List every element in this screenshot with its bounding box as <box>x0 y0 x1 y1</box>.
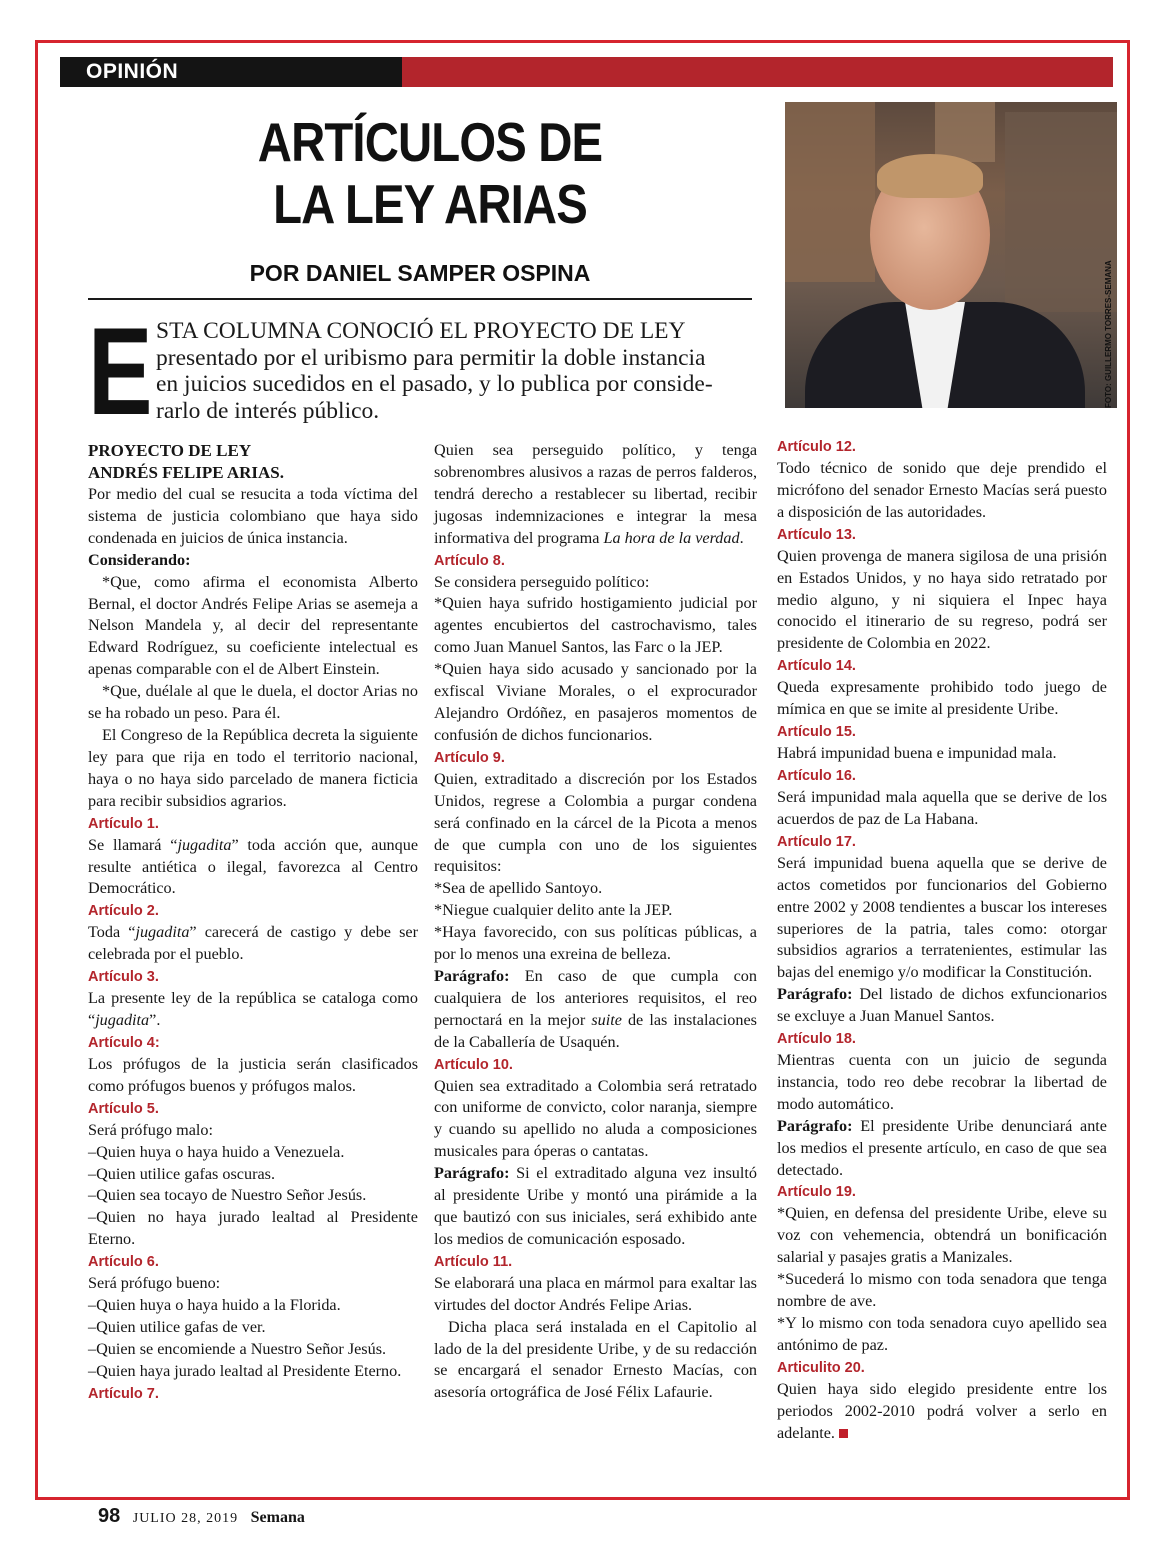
article-20-text <box>777 1379 1107 1445</box>
article-13-label: Artículo 13. <box>777 526 856 543</box>
text-run: suite <box>591 1010 622 1029</box>
article-14-text: Queda expresamente prohibido todo juego de mímica en que se imite al presidente Uribe. <box>777 678 1107 719</box>
article-6-line: Será prófugo bueno: <box>88 1274 221 1293</box>
text-run: Del listado de dichos exfuncionarios se excluye a Juan Manuel Santos. <box>777 985 1107 1026</box>
column-1 <box>88 440 418 1405</box>
article-8-intro: Se considera perseguido político: <box>434 572 650 591</box>
article-5-line: –Quien utilice gafas oscuras. <box>88 1164 275 1183</box>
section-label: OPINIÓN <box>60 57 402 87</box>
article-11-text: Dicha placa será instalada en el Capitolio al lado de la del presidente Uribe, y de su redacción se encargará el senador Ernesto Macías, con asesoría ortográfica de José Félix Lafaurie. <box>434 1317 757 1402</box>
article-11-label: Artículo 11. <box>434 1253 513 1270</box>
title-line-1: ARTÍCULOS DE <box>257 111 603 173</box>
article-8-point: *Quien haya sido acusado y sancionado por la exfiscal Viviane Morales, o el exprocurador Alejandro Ordóñez, en pasajeros momentos de confusión de dichos funcionarios. <box>434 660 757 744</box>
article-15-label: Artículo 15. <box>777 724 856 741</box>
article-14-label: Artículo 14. <box>777 658 856 675</box>
article-10-paragrafo <box>434 1163 757 1251</box>
article-19-point: *Y lo mismo con toda senadora cuyo apellido sea antónimo de paz. <box>777 1314 1107 1354</box>
article-20-label: Articulito 20. <box>777 1359 865 1376</box>
lead-line: STA COLUMNA CONOCIÓ EL PROYECTO DE LEY <box>156 318 686 344</box>
magazine-name: Semana <box>250 1509 305 1526</box>
article-8-label: Artículo 8. <box>434 552 505 569</box>
title-rule <box>88 298 752 300</box>
article-19-point: *Quien, en defensa del presidente Uribe, eleve su voz con vehemencia, obtendrá un bonificación salarial y pasajes gratis a Manizales. <box>777 1204 1107 1267</box>
article-4-text: Los prófugos de la justicia serán clasificados como prófugos buenos y prófugos malos. <box>88 1054 418 1095</box>
lead-line: presentado por el uribismo para permitir la doble instancia <box>156 344 706 371</box>
article-5-line: –Quien sea tocayo de Nuestro Señor Jesús. <box>88 1186 367 1205</box>
article-5-line: Será prófugo malo: <box>88 1120 213 1139</box>
bill-intro: Por medio del cual se resucita a toda víctima del sistema de justicia colombiano que haya sido condenada en juicios de única instancia. <box>88 485 418 547</box>
article-9-requirement: *Niegue cualquier delito ante la JEP. <box>434 901 673 920</box>
text-run: ”. <box>149 1011 161 1030</box>
article-3-label: Artículo 3. <box>88 969 159 986</box>
paragrafo-label: Parágrafo: <box>777 1116 853 1135</box>
article-9-label: Artículo 9. <box>434 749 505 766</box>
article-1-text <box>88 835 418 901</box>
text-run: ” carecerá de castigo y debe ser celebrada por el pueblo. <box>88 923 418 964</box>
page-number: 98 <box>98 1505 121 1527</box>
text-run: La hora de la verdad <box>603 528 740 547</box>
lead-text <box>156 318 761 424</box>
lead-line: en juicios sucedidos en el pasado, y lo publica por conside- <box>156 371 713 397</box>
text-run: jugadita <box>177 835 232 854</box>
text-run: Si el extraditado alguna vez insultó al presidente Uribe y montó una pirámide a la que bautizó con sus iniciales, será exhibido ante los medios de comunicación esposado. <box>434 1164 757 1248</box>
lead-paragraph <box>88 303 768 441</box>
article-5-line: –Quien huya o haya huido a Venezuela. <box>88 1142 345 1161</box>
text-run: ” toda acción que, aunque resulte antiética o ilegal, favorezca al Centro Democrático. <box>88 835 418 898</box>
article-17-text: Será impunidad buena aquella que se derive de actos cometidos por funcionarios del Gobierno entre 2002 y 2008 tendientes a buscar los intereses superiores de la patria, tales como: otorgar subsidios agrarios a terratenientes, estimular las bajas del enemigo y/o modificar la Constitución. <box>777 853 1107 982</box>
title-line-2: LA LEY ARIAS <box>273 172 587 235</box>
article-15-text: Habrá impunidad buena e impunidad mala. <box>777 744 1057 763</box>
article-16-label: Artículo 16. <box>777 767 856 784</box>
text-run: Quien sea perseguido político, y tenga sobrenombres alusivos a razas de perros falderos, tendrá derecho a restablecer su libertad, recibir jugosas indemnizaciones e integrar la mesa informativa del programa <box>434 441 757 547</box>
article-13-text: Quien provenga de manera sigilosa de una prisión en Estados Unidos, y no haya sido retratado por medio alguno, y ni siquiera el Inpec haya conocido el itinerario de su regreso, podrá ser presidente de Colombia en 2022. <box>777 546 1107 653</box>
bill-heading-line: PROYECTO DE LEY <box>88 441 252 460</box>
section-bar-accent <box>402 57 1113 87</box>
article-4-label: Artículo 4: <box>88 1034 160 1051</box>
article-9-paragrafo <box>434 966 757 1054</box>
drop-cap: E <box>88 303 153 441</box>
article-1-label: Artículo 1. <box>88 815 159 832</box>
text-run: Quien haya sido elegido presidente entre los periodos 2002-2010 podrá volver a serlo en adelante. <box>777 1379 1107 1442</box>
article-9-text: Quien, extraditado a discreción por los Estados Unidos, regrese a Colombia a purgar condena será confinado en la cárcel de la Picota a menos de que cumpla con uno de los siguientes requisitos: <box>434 769 757 876</box>
article-17-label: Artículo 17. <box>777 833 856 850</box>
article-10-label: Artículo 10. <box>434 1056 513 1073</box>
article-6-line: –Quien huya o haya huido a la Florida. <box>88 1296 341 1315</box>
considerando-heading: Considerando: <box>88 550 191 569</box>
article-6-label: Artículo 6. <box>88 1254 159 1271</box>
article-3-text <box>88 988 418 1032</box>
lead-line: rarlo de interés público. <box>156 397 380 424</box>
text-run: jugadita <box>135 923 190 942</box>
article-19-point: *Sucederá lo mismo con toda senadora que tenga nombre de ave. <box>777 1270 1107 1311</box>
article-19-label: Artículo 19. <box>777 1184 856 1201</box>
author-photo <box>785 102 1117 408</box>
text-run: Toda “ <box>88 923 136 942</box>
article-2-text <box>88 922 418 966</box>
article-5-label: Artículo 5. <box>88 1100 159 1117</box>
article-9-requirement: *Sea de apellido Santoyo. <box>434 879 603 898</box>
paragrafo-label: Parágrafo: <box>434 966 510 985</box>
photo-credit: FOTO: GUILLERMO TORRES-SEMANA <box>1104 260 1113 408</box>
bill-heading-line: ANDRÉS FELIPE ARIAS. <box>88 463 285 482</box>
text-run: de las instalaciones de la Caballería de Usaquén. <box>434 1010 757 1051</box>
issue-date: JULIO 28, 2019 <box>132 1511 239 1526</box>
article-12-label: Artículo 12. <box>777 439 856 455</box>
article-12-text: Todo técnico de sonido que deje prendido el micrófono del senador Ernesto Macías será puesto a disposición de las autoridades. <box>777 459 1107 521</box>
column-3 <box>777 436 1107 1445</box>
article-10-text: Quien sea extraditado a Colombia será retratado con uniforme de convicto, color naranja, siempre y cuando su apellido no aluda a composiciones musicales para óperas o cantatas. <box>434 1076 757 1161</box>
article-7-text <box>434 440 757 550</box>
considerando-2: *Que, duélale al que le duela, el doctor Arias no se ha robado un peso. Para él. <box>88 682 418 723</box>
article-title <box>181 112 680 235</box>
article-9-requirement: *Haya favorecido, con sus políticas públicas, a por lo menos una exreina de belleza. <box>434 923 757 964</box>
article-6-line: –Quien se encomiende a Nuestro Señor Jesús. <box>88 1339 387 1358</box>
text-run: jugadita <box>95 1011 150 1030</box>
article-8-point: *Quien haya sufrido hostigamiento judicial por agentes encubiertos del castrochavismo, tales como Juan Manuel Santos, las Farc o la JEP. <box>434 594 757 657</box>
text-run: En caso de que cumpla con cualquiera de los anteriores requisitos, el reo pernoctará en la mejor <box>434 966 757 1029</box>
considerando-1: *Que, como afirma el economista Alberto Bernal, el doctor Andrés Felipe Arias se asemeja a Nelson Mandela y, al decir del representante Edward Rodríguez, su coeficiente intelectual es apenas comparable con el de Albert Einstein. <box>88 572 418 679</box>
column-2 <box>434 440 757 1404</box>
article-6-line: –Quien haya jurado lealtad al Presidente Eterno. <box>88 1361 402 1380</box>
decree-text: El Congreso de la República decreta la siguiente ley para que rija en todo el territorio nacional, haya o no haya sido parcelado de manera ficticia para recibir subsidios agrarios. <box>88 725 418 810</box>
end-mark-icon <box>839 1429 848 1438</box>
article-6-line: –Quien utilice gafas de ver. <box>88 1318 266 1336</box>
article-18-paragrafo <box>777 1116 1107 1182</box>
paragrafo-label: Parágrafo: <box>777 985 853 1004</box>
section-bar <box>60 57 1113 87</box>
article-7-label: Artículo 7. <box>88 1385 159 1402</box>
article-18-label: Artículo 18. <box>777 1031 856 1048</box>
bill-heading <box>88 440 418 484</box>
page-footer <box>98 1505 305 1528</box>
text-run: Se llamará “ <box>88 835 178 854</box>
text-run: . <box>739 528 744 547</box>
article-2-label: Artículo 2. <box>88 903 159 920</box>
article-11-text: Se elaborará una placa en mármol para exaltar las virtudes del doctor Andrés Felipe Arias. <box>434 1273 757 1314</box>
article-5-line: –Quien no haya jurado lealtad al Presidente Eterno. <box>88 1208 418 1249</box>
article-17-paragrafo <box>777 984 1107 1028</box>
text-run: El presidente Uribe denunciará ante los medios el presente artículo, en caso de que sea detectado. <box>777 1116 1107 1179</box>
article-18-text: Mientras cuenta con un juicio de segunda instancia, todo reo debe recobrar la libertad de modo automático. <box>777 1051 1107 1113</box>
article-16-text: Será impunidad mala aquella que se derive de los acuerdos de paz de La Habana. <box>777 787 1107 828</box>
text-run: La presente ley de la república se cataloga como “ <box>88 989 418 1030</box>
byline: POR DANIEL SAMPER OSPINA <box>249 260 591 286</box>
paragrafo-label: Parágrafo: <box>434 1164 510 1183</box>
